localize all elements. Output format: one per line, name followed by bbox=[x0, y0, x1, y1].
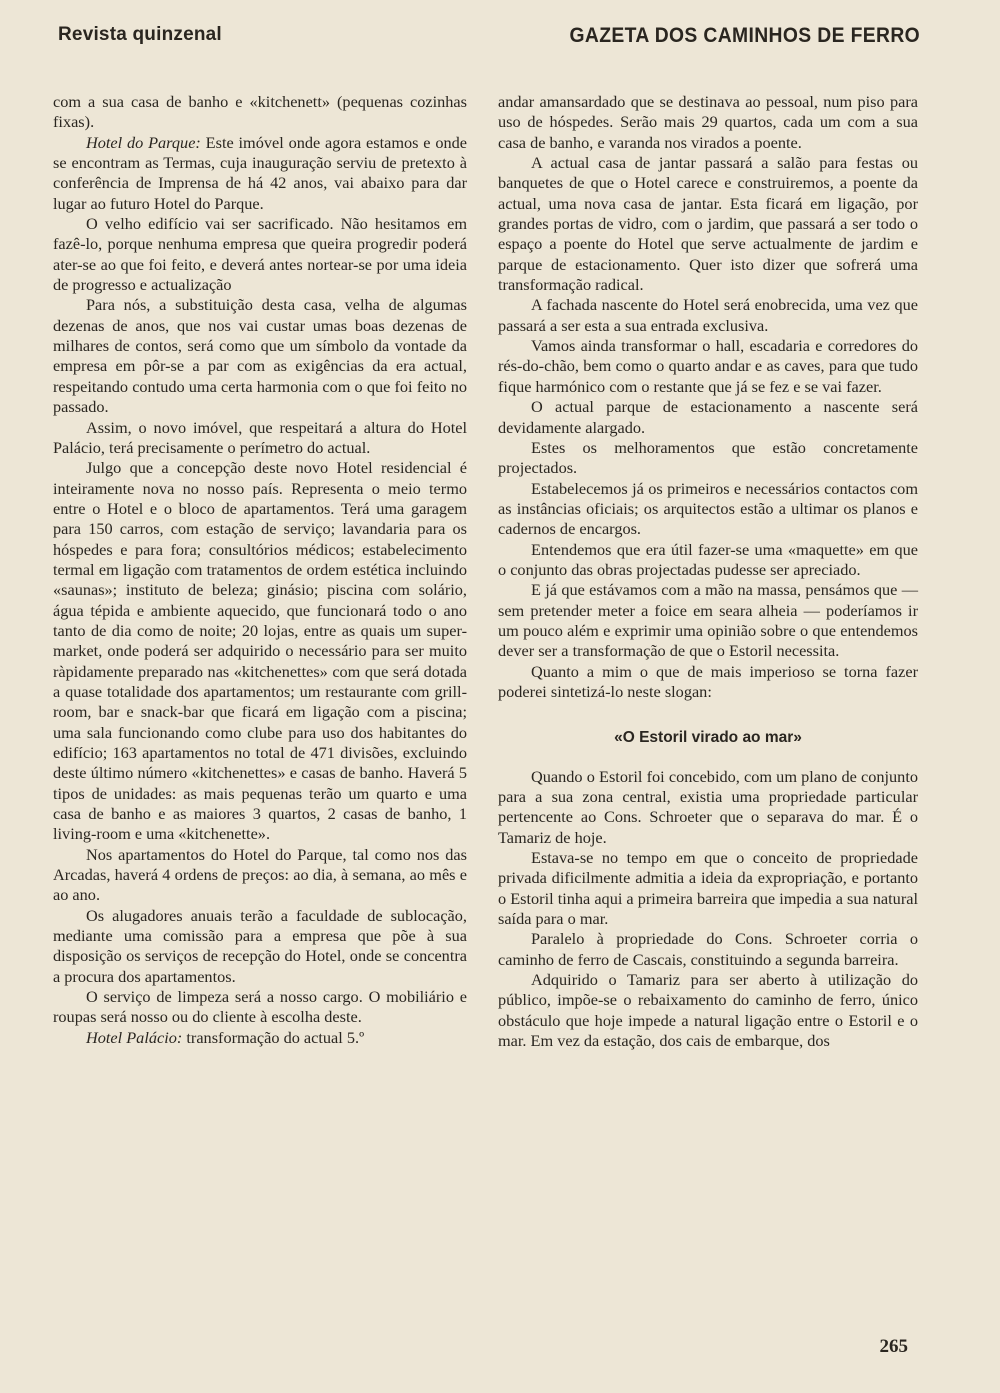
paragraph-lead-italic: Hotel Palácio: bbox=[86, 1027, 183, 1047]
right-paragraph bbox=[498, 295, 918, 336]
paragraph-text: Estes os melhoramentos que estão concretamente projectados. bbox=[498, 437, 918, 478]
paragraph-text: Entendemos que era útil fazer-se uma «maquette» em que o conjunto das obras projectadas pudesse ser apreciado. bbox=[498, 539, 918, 579]
right-paragraph bbox=[498, 153, 918, 295]
paragraph-text: Julgo que a concepção deste novo Hotel residencial é inteiramente nova no nosso país. Representa o meio termo entre o Hotel e o bloco de apartamentos. Terá uma garagem para 150 carros, com estação de serviço; lavandaria para os hóspedes e para fora; consultórios médicos; estabelecimento termal em ligação com tratamentos de ordem estética incluindo «saunas»; instituto de beleza; ginásio; piscina com solário, água tépida e ambiente aquecido, que funcionará todo o ano tanto de dia como de noite; 20 lojas, entre as quais um super-market, onde poderá ser adquirido o necessário para ser muito ràpidamente preparado nas «kitchenettes» com que será dotada a quase totalidade dos apartamentos; um restaurante com grill-room, bar e snack-bar que ficará em ligação com a piscina; uma sala funcionando como clube para uso dos habitantes do edifício; 163 apartamentos no total de 471 divisões, excluindo deste último número «kitchenettes» e casas de banho. Haverá 5 tipos de unidades: as mais pequenas terão um quarto e uma casa de banho e as maiores 3 quartos, 2 casas de banho, 1 living-room e uma «kitchenette». bbox=[53, 458, 467, 844]
right-paragraph bbox=[498, 848, 918, 929]
left-paragraph bbox=[53, 1028, 467, 1048]
running-header-right: GAZETA DOS CAMINHOS DE FERRO bbox=[569, 24, 920, 47]
paragraph-text: O actual parque de estacionamento a nascente será devidamente alargado. bbox=[498, 397, 918, 437]
paragraph-text: Para nós, a substituição desta casa, velha de algumas dezenas de anos, que nos vai custar umas boas dezenas de milhares de contos, será como que um símbolo da vontade da empresa em pôr-se a par com as exigências da era actual, respeitando contudo uma certa harmonia com o que foi feito no passado. bbox=[53, 295, 467, 417]
paragraph-text: «O Estoril virado ao mar» bbox=[614, 729, 802, 747]
paragraph-text: transformação do actual 5.º bbox=[182, 1027, 365, 1047]
paragraph-lead-italic: Hotel do Parque: bbox=[86, 132, 201, 152]
right-paragraph bbox=[498, 580, 918, 661]
paragraph-text: Quando o Estoril foi concebido, com um plano de conjunto para a sua zona central, existia uma propriedade particular pertencente ao Cons. Schroeter que o separava do mar. É o Tamariz de hoje. bbox=[498, 766, 918, 847]
left-paragraph bbox=[53, 133, 467, 214]
paragraph-text: Estabelecemos já os primeiros e necessários contactos com as instâncias oficiais; os arquitectos estão a ultimar os planos e cadernos de encargos. bbox=[498, 478, 918, 539]
right-paragraph bbox=[498, 662, 918, 703]
left-paragraph bbox=[53, 214, 467, 295]
right-paragraph bbox=[498, 970, 918, 1051]
left-paragraph bbox=[53, 458, 467, 845]
left-paragraph bbox=[53, 92, 467, 133]
left-paragraph bbox=[53, 295, 467, 417]
left-paragraph bbox=[53, 906, 467, 987]
paragraph-text: Nos apartamentos do Hotel do Parque, tal como nos das Arcadas, haverá 4 ordens de preços: ao dia, à semana, ao mês e ao ano. bbox=[53, 844, 467, 905]
page-number: 265 bbox=[879, 1336, 908, 1357]
paragraph-text: Este imóvel onde agora estamos e onde se encontram as Termas, cuja inauguração serviu de pretexto à conferência de Imprensa de há 42 anos, vai abaixo para dar lugar ao futuro Hotel do Parque. bbox=[53, 132, 468, 213]
paragraph-text: com a sua casa de banho e «kitchenett» (pequenas cozinhas fixas). bbox=[53, 92, 467, 132]
paragraph-text: A fachada nascente do Hotel será enobrecida, uma vez que passará a ser esta a sua entrada exclusiva. bbox=[498, 295, 918, 335]
right-paragraph bbox=[498, 397, 918, 438]
right-paragraph bbox=[498, 92, 918, 153]
left-paragraph bbox=[53, 418, 467, 459]
right-paragraph bbox=[498, 479, 918, 540]
right-text-column bbox=[498, 92, 918, 1051]
right-paragraph bbox=[498, 438, 918, 479]
paragraph-text: andar amansardado que se destinava ao pessoal, num piso para uso de hóspedes. Serão mais 29 quartos, cada um com a sua casa de banho, e varanda nos virados a poente. bbox=[498, 92, 918, 152]
left-text-column bbox=[53, 92, 467, 1048]
section-heading bbox=[498, 728, 918, 748]
paragraph-text: O velho edifício vai ser sacrificado. Não hesitamos em fazê-lo, porque nenhuma empresa que queira progredir poderá ater-se ao que foi feito, e deverá antes nortear-se por uma ideia de progresso e actualização bbox=[53, 214, 467, 295]
running-header-left: Revista quinzenal bbox=[58, 24, 222, 45]
paragraph-text: E já que estávamos com a mão na massa, pensámos que — sem pretender meter a foice em seara alheia — poderíamos ir um pouco além e exprimir uma opinião sobre o que entendemos dever ser a transformação de que o Estoril necessita. bbox=[498, 580, 918, 661]
paragraph-text: Assim, o novo imóvel, que respeitará a altura do Hotel Palácio, terá precisamente o perímetro do actual. bbox=[53, 417, 467, 457]
paragraph-text: Adquirido o Tamariz para ser aberto à utilização do público, impõe-se o rebaixamento do caminho de ferro, único obstáculo que hoje impede a natural ligação entre o Estoril e o mar. Em vez da estação, dos cais de embarque, dos bbox=[498, 970, 918, 1051]
paragraph-text: Os alugadores anuais terão a faculdade de sublocação, mediante uma comissão para a empresa que põe à sua disposição os serviços de recepção do Hotel, onde se concentra a procura dos apartamentos. bbox=[53, 905, 467, 986]
paragraph-text: Estava-se no tempo em que o conceito de propriedade privada dificilmente admitia a ideia da expropriação, e portanto o Estoril tinha aqui a primeira barreira que impedia a sua natural saída para o mar. bbox=[498, 848, 918, 929]
paragraph-text: Paralelo à propriedade do Cons. Schroeter corria o caminho de ferro de Cascais, constituindo a segunda barreira. bbox=[498, 929, 918, 969]
paragraph-text: Quanto a mim o que de mais imperioso se torna fazer poderei sintetizá-lo neste slogan: bbox=[498, 661, 918, 701]
left-paragraph bbox=[53, 987, 467, 1028]
left-paragraph bbox=[53, 845, 467, 906]
paragraph-text: A actual casa de jantar passará a salão para festas ou banquetes de que o Hotel carece e construiremos, a poente da actual, uma nova casa de jantar. Esta ficará em ligação, por grandes portas de vidro, com o jardim, que passará a ser todo o espaço a poente do Hotel que serve actualmente de jardim e parque de estacionamento. Quer isto dizer que sofrerá uma transformação radical. bbox=[498, 153, 918, 295]
right-paragraph bbox=[498, 336, 918, 397]
right-paragraph bbox=[498, 767, 918, 848]
paragraph-text: O serviço de limpeza será a nosso cargo. O mobiliário e roupas será nosso ou do cliente à escolha deste. bbox=[53, 987, 467, 1027]
right-paragraph bbox=[498, 540, 918, 581]
paragraph-text: Vamos ainda transformar o hall, escadaria e corredores do rés-do-chão, bem como o quarto andar e as caves, para que tudo fique harmónico com o restante que já se fez e se vai fazer. bbox=[498, 336, 918, 396]
right-paragraph bbox=[498, 929, 918, 970]
